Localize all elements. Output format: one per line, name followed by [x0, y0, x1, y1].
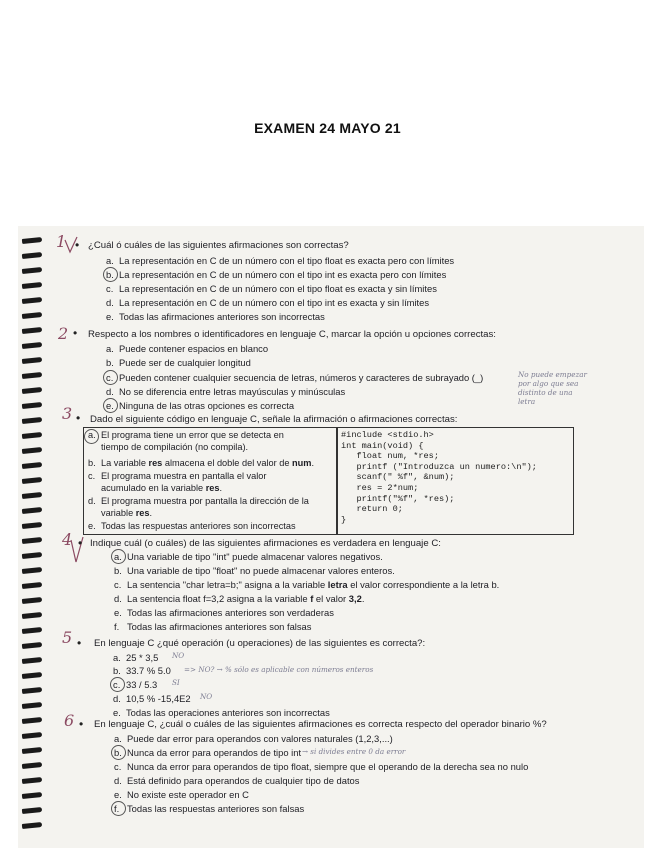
- spiral-ring: [22, 507, 42, 514]
- q1-bullet: •: [75, 238, 80, 252]
- q5-note-b: => NO? → % sólo es aplicable con números enteros: [184, 665, 374, 674]
- q5-option-b[interactable]: b. 33.7 % 5.0: [113, 665, 171, 676]
- spiral-ring: [22, 357, 42, 364]
- q3-option-d[interactable]: d. El programa muestra por pantalla la dirección de la variable res.: [88, 496, 309, 518]
- q3-option-a-circle: [84, 429, 99, 444]
- q3-option-a[interactable]: a. El programa tiene un error que se detecta en tiempo de compilación (no compila).: [88, 430, 284, 452]
- q5-question: En lenguaje C ¿qué operación (u operaciones) de las siguientes es correcta?:: [94, 638, 426, 649]
- q2-option-a[interactable]: a. Puede contener espacios en blanco: [106, 343, 269, 354]
- q2-bullet: •: [73, 326, 78, 340]
- q6-option-d[interactable]: d. Está definido para operandos de cualquier tipo de datos: [114, 775, 360, 786]
- q6-question: En lenguaje C, ¿cuál o cuáles de las siguientes afirmaciones es correcta respecto del operador binario %?: [94, 719, 547, 730]
- spiral-ring: [22, 252, 42, 259]
- q1-question: ¿Cuál ó cuáles de las siguientes afirmaciones son correctas?: [88, 240, 349, 251]
- spiral-ring: [22, 642, 42, 649]
- q1-option-d[interactable]: d. La representación en C de un número con el tipo int es exacta y sin límites: [106, 297, 430, 308]
- spiral-ring: [22, 612, 42, 619]
- q2-option-c[interactable]: c. Pueden contener cualquier secuencia de letras, números y caracteres de subrayado (_): [106, 372, 484, 383]
- q2-option-b[interactable]: b. Puede ser de cualquier longitud: [106, 357, 251, 368]
- q2-option-e[interactable]: e. Ninguna de las otras opciones es correcta: [106, 400, 295, 411]
- spiral-ring: [22, 687, 42, 694]
- q2-question: Respecto a los nombres o identificadores en lenguaje C, marcar la opción u opciones correctas:: [88, 329, 496, 340]
- q4-option-c[interactable]: c. La sentencia "char letra=b;" asigna a la variable letra el valor correspondiente a la letra b.: [114, 579, 500, 590]
- spiral-ring: [22, 732, 42, 739]
- spiral-ring: [22, 447, 42, 454]
- code-line: printf("%f", *res);: [341, 493, 455, 504]
- spiral-ring: [22, 747, 42, 754]
- q3-handwritten-number: 3: [62, 404, 73, 423]
- spiral-ring: [22, 792, 42, 799]
- q4-option-d[interactable]: d. La sentencia float f=3,2 asigna a la variable f el valor 3,2.: [114, 593, 365, 604]
- q4-question: Indique cuál (o cuáles) de las siguientes afirmaciones es verdadera en lenguaje C:: [90, 538, 441, 549]
- q1-handwritten-number: 1: [56, 232, 67, 251]
- q5-option-e[interactable]: e. Todas las operaciones anteriores son incorrectas: [113, 707, 330, 718]
- q2-option-e-circle: [103, 398, 118, 413]
- q5-note-c: SI: [172, 678, 180, 687]
- q6-option-a[interactable]: a. Puede dar error para operandos con valores naturales (1,2,3,...): [114, 733, 393, 744]
- spiral-ring: [22, 657, 42, 664]
- q1-option-c[interactable]: c. La representación en C de un número con el tipo float es exacta y sin límites: [106, 283, 437, 294]
- spiral-ring: [22, 237, 42, 244]
- spiral-binding: [22, 238, 44, 838]
- code-line: float num, *res;: [341, 451, 439, 462]
- q5-note-d: NO: [200, 692, 213, 701]
- q2-handwritten-note-line-4: letra: [518, 397, 536, 406]
- spiral-ring: [22, 387, 42, 394]
- q5-note-a: NO: [172, 651, 185, 660]
- q2-option-d[interactable]: d. No se diferencia entre letras mayúsculas y minúsculas: [106, 386, 346, 397]
- q5-option-a[interactable]: a. 25 * 3,5: [113, 652, 159, 663]
- code-line: res = 2*num;: [341, 482, 419, 493]
- q2-handwritten-note-line-3: distinto de una: [518, 388, 573, 397]
- q6-option-b-circle: [111, 745, 126, 760]
- q3-question: Dado el siguiente código en lenguaje C, señale la afirmación o afirmaciones correctas:: [90, 414, 458, 425]
- q2-option-c-circle: [103, 370, 118, 385]
- q6-option-e[interactable]: e. No existe este operador en C: [114, 789, 249, 800]
- q4-handwritten-number: 4: [62, 530, 73, 549]
- spiral-ring: [22, 597, 42, 604]
- spiral-ring: [22, 717, 42, 724]
- q6-option-c[interactable]: c. Nunca da error para operandos de tipo float, siempre que el operando de la derecha sea no nulo: [114, 761, 529, 772]
- spiral-ring: [22, 282, 42, 289]
- spiral-ring: [22, 702, 42, 709]
- q2-handwritten-note-line-1: No puede empezar: [518, 370, 587, 379]
- q4-option-a[interactable]: a. Una variable de tipo "int" puede almacenar valores negativos.: [114, 551, 383, 562]
- q5-option-c-circle: [110, 677, 125, 692]
- spiral-ring: [22, 312, 42, 319]
- exam-title: EXAMEN 24 MAYO 21: [254, 120, 401, 136]
- q3-option-b[interactable]: b. La variable res almacena el doble del valor de num.: [88, 458, 314, 468]
- spiral-ring: [22, 267, 42, 274]
- spiral-ring: [22, 297, 42, 304]
- code-line: printf ("Introduzca un numero:\n");: [341, 461, 537, 472]
- spiral-ring: [22, 462, 42, 469]
- code-line: int main(void) {: [341, 440, 424, 451]
- spiral-ring: [22, 402, 42, 409]
- q5-option-c[interactable]: c. 33 / 5.3: [113, 679, 158, 690]
- q1-option-e[interactable]: e. Todas las afirmaciones anteriores son incorrectas: [106, 311, 325, 322]
- q4-bullet: •: [78, 536, 83, 550]
- spiral-ring: [22, 417, 42, 424]
- q5-handwritten-number: 5: [62, 628, 73, 647]
- spiral-ring: [22, 777, 42, 784]
- spiral-ring: [22, 762, 42, 769]
- q6-bullet: •: [79, 717, 84, 731]
- spiral-ring: [22, 627, 42, 634]
- q6-option-f-circle: [111, 801, 126, 816]
- spiral-ring: [22, 582, 42, 589]
- q4-option-a-circle: [111, 549, 126, 564]
- spiral-ring: [22, 492, 42, 499]
- spiral-ring: [22, 342, 42, 349]
- q1-option-b-circle: [103, 267, 118, 282]
- spiral-ring: [22, 537, 42, 544]
- code-line: }: [341, 514, 347, 525]
- q3-bullet: •: [76, 411, 81, 425]
- spiral-ring: [22, 477, 42, 484]
- spiral-ring: [22, 372, 42, 379]
- spiral-ring: [22, 522, 42, 529]
- q1-option-a[interactable]: a. La representación en C de un número con el tipo float es exacta pero con límites: [106, 255, 455, 266]
- q4-option-f[interactable]: f. Todas las afirmaciones anteriores son falsas: [114, 621, 312, 632]
- code-line: scanf(" %f", &num);: [341, 472, 455, 483]
- spiral-ring: [22, 567, 42, 574]
- q6-handwritten-number: 6: [64, 711, 75, 730]
- q1-option-b[interactable]: b. La representación en C de un número con el tipo int es exacta pero con límites: [106, 269, 447, 280]
- q2-handwritten-number: 2: [58, 324, 69, 343]
- q5-option-d[interactable]: d. 10,5 % -15,4E2: [113, 693, 191, 704]
- q3-code-block: [341, 430, 537, 525]
- q5-bullet: •: [77, 636, 82, 650]
- q6-note-b: → si divides entre 0 da error: [302, 747, 406, 756]
- spiral-ring: [22, 672, 42, 679]
- q3-option-c[interactable]: c. El programa muestra en pantalla el valor acumulado en la variable res.: [88, 471, 267, 493]
- q3-option-e[interactable]: e. Todas las respuestas anteriores son incorrectas: [88, 521, 296, 531]
- q4-option-b[interactable]: b. Una variable de tipo "float" no puede almacenar valores enteros.: [114, 565, 395, 576]
- spiral-ring: [22, 327, 42, 334]
- q6-option-f[interactable]: f. Todas las respuestas anteriores son falsas: [114, 803, 305, 814]
- q4-option-e[interactable]: e. Todas las afirmaciones anteriores son verdaderas: [114, 607, 334, 618]
- q6-option-b[interactable]: b. Nunca da error para operandos de tipo int: [114, 747, 302, 758]
- spiral-ring: [22, 822, 42, 829]
- spiral-ring: [22, 552, 42, 559]
- q2-handwritten-note-line-2: por algo que sea: [518, 379, 579, 388]
- code-line: #include <stdio.h>: [341, 430, 434, 440]
- spiral-ring: [22, 807, 42, 814]
- spiral-ring: [22, 432, 42, 439]
- code-line: return 0;: [341, 504, 403, 515]
